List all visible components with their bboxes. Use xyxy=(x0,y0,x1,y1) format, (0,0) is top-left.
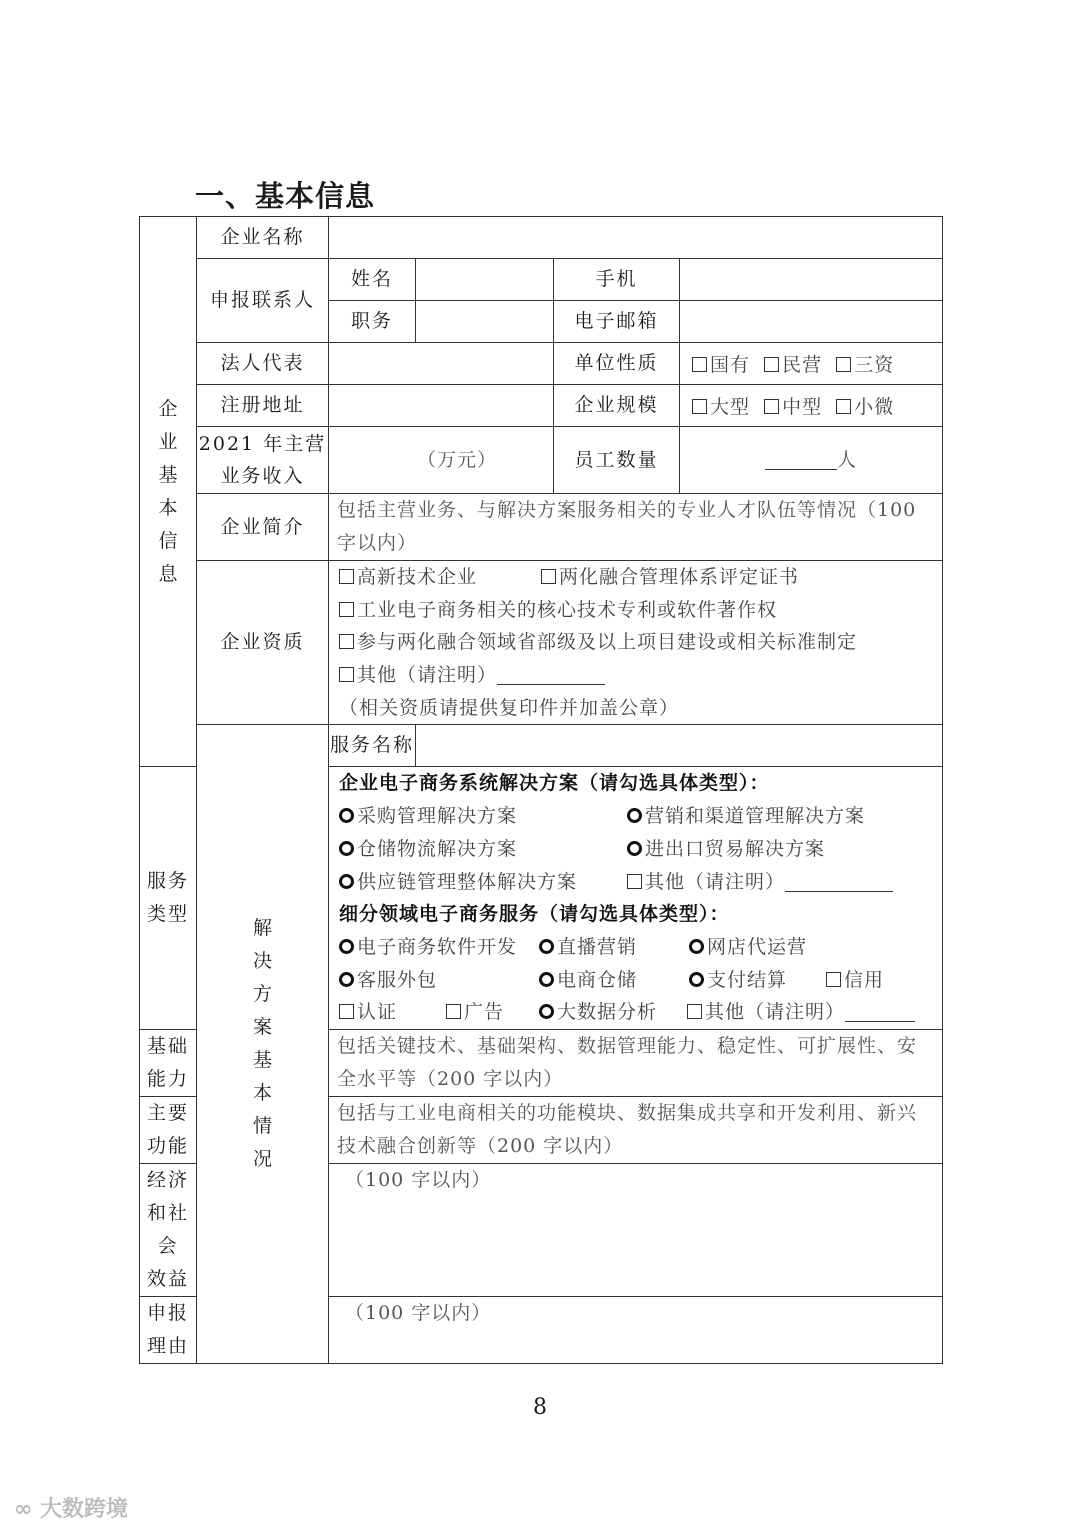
checkbox-option[interactable]: 其他（请注明） xyxy=(627,866,893,899)
label-main-functions: 主要功能 xyxy=(140,1096,197,1163)
row-intro xyxy=(140,494,943,561)
label-reg-address: 注册地址 xyxy=(197,385,329,427)
radio-option[interactable]: 网店代运营 xyxy=(689,931,807,964)
checkbox-option[interactable]: 其他（请注明） xyxy=(339,664,497,686)
label-mobile: 手机 xyxy=(554,259,680,301)
basic-capability-field[interactable]: 包括关键技术、基础架构、数据管理能力、稳定性、可扩展性、安全水平等（200 字以内） xyxy=(329,1029,943,1096)
unit-nature-options xyxy=(680,343,943,385)
company-name-field[interactable] xyxy=(329,217,943,259)
checkbox-option[interactable]: 民营 xyxy=(764,354,822,376)
checkbox-option[interactable]: 认证 xyxy=(339,1001,397,1023)
checkbox-option[interactable]: 高新技术企业 xyxy=(339,566,477,588)
name-field[interactable] xyxy=(416,259,554,301)
checkbox-option[interactable]: 大型 xyxy=(692,396,750,418)
radio-option[interactable]: 直播营销 xyxy=(539,931,637,964)
checkbox-option[interactable]: 三资 xyxy=(836,354,894,376)
revenue-field[interactable] xyxy=(329,427,554,494)
application-form-table xyxy=(139,216,943,1364)
service-type-options xyxy=(329,767,943,1030)
revenue-unit: （万元） xyxy=(416,448,497,471)
company-scale-options xyxy=(680,385,943,427)
label-revenue: 2021 年主营 业务收入 xyxy=(197,427,329,494)
radio-option[interactable]: 电子商务软件开发 xyxy=(339,936,517,958)
checkbox-option[interactable]: 中型 xyxy=(764,396,822,418)
radio-option[interactable]: 大数据分析 xyxy=(539,996,657,1029)
service-name-field[interactable] xyxy=(416,725,943,767)
reason-field[interactable]: （100 字以内） xyxy=(329,1296,943,1363)
section-basic-info xyxy=(140,217,197,767)
section-solution-label: 解决方案基本情况 xyxy=(252,917,272,1171)
watermark: ∞ 大数跨境 xyxy=(14,1497,129,1522)
qualification-note: （相关资质请提供复印件并加盖公章） xyxy=(339,696,680,719)
radio-option[interactable]: 支付结算 xyxy=(689,964,787,997)
row-reg-address xyxy=(140,385,943,427)
label-service-type: 服务类型 xyxy=(140,767,197,1030)
label-company-scale: 企业规模 xyxy=(554,385,680,427)
email-field[interactable] xyxy=(680,301,943,343)
label-company-name: 企业名称 xyxy=(197,217,329,259)
intro-field[interactable]: 包括主营业务、与解决方案服务相关的专业人才队伍等情况（100字以内） xyxy=(329,494,943,561)
label-qualification: 企业资质 xyxy=(197,561,329,725)
radio-option[interactable]: 供应链管理整体解决方案 xyxy=(339,871,577,893)
row-company-name xyxy=(140,217,943,259)
label-position: 职务 xyxy=(329,301,416,343)
label-name: 姓名 xyxy=(329,259,416,301)
row-service-name xyxy=(140,725,943,767)
row-contact-1 xyxy=(140,259,943,301)
main-functions-field[interactable]: 包括与工业电商相关的功能模块、数据集成共享和开发利用、新兴技术融合创新等（200 字以内） xyxy=(329,1096,943,1163)
checkbox-option[interactable]: 国有 xyxy=(692,354,750,376)
reg-address-field[interactable] xyxy=(329,385,554,427)
checkbox-option[interactable]: 其他（请注明） xyxy=(687,996,915,1029)
checkbox-option[interactable]: 工业电子商务相关的核心技术专利或软件著作权 xyxy=(339,599,777,621)
label-benefit: 经济和社会 效益 xyxy=(140,1163,197,1296)
row-revenue xyxy=(140,427,943,494)
mobile-field[interactable] xyxy=(680,259,943,301)
service-type-header-1: 企业电子商务系统解决方案（请勾选具体类型）： xyxy=(339,772,770,795)
qualification-options xyxy=(329,561,943,725)
label-email: 电子邮箱 xyxy=(554,301,680,343)
page-number: 8 xyxy=(533,1395,547,1420)
label-employees: 员工数量 xyxy=(554,427,680,494)
checkbox-option[interactable]: 小微 xyxy=(836,396,894,418)
radio-option[interactable]: 仓储物流解决方案 xyxy=(339,838,517,860)
page-heading: 一、基本信息 xyxy=(195,179,376,213)
radio-option[interactable]: 进出口贸易解决方案 xyxy=(627,833,825,866)
label-service-name: 服务名称 xyxy=(329,725,416,767)
label-legal-rep: 法人代表 xyxy=(197,343,329,385)
radio-option[interactable]: 客服外包 xyxy=(339,969,437,991)
section-basic-label: 企业基本信息 xyxy=(158,397,178,585)
row-qualification xyxy=(140,561,943,725)
radio-option[interactable]: 电商仓储 xyxy=(539,964,637,997)
service-type-header-2: 细分领域电子商务服务（请勾选具体类型）： xyxy=(339,903,730,926)
label-reason: 申报理由 xyxy=(140,1296,197,1363)
checkbox-option[interactable]: 参与两化融合领域省部级及以上项目建设或相关标准制定 xyxy=(339,631,857,653)
legal-rep-field[interactable] xyxy=(329,343,554,385)
employees-field[interactable] xyxy=(680,427,943,494)
radio-option[interactable]: 采购管理解决方案 xyxy=(339,805,517,827)
checkbox-option[interactable]: 广告 xyxy=(446,996,504,1029)
watermark-logo-icon: ∞ xyxy=(14,1497,33,1522)
label-intro: 企业简介 xyxy=(197,494,329,561)
row-legal-rep xyxy=(140,343,943,385)
checkbox-option[interactable]: 信用 xyxy=(826,964,884,997)
label-unit-nature: 单位性质 xyxy=(554,343,680,385)
label-contact: 申报联系人 xyxy=(197,259,329,343)
employee-unit: 人 xyxy=(836,448,857,471)
label-basic-capability: 基础能力 xyxy=(140,1029,197,1096)
section-solution-info xyxy=(197,725,329,1364)
position-field[interactable] xyxy=(416,301,554,343)
radio-option[interactable]: 营销和渠道管理解决方案 xyxy=(627,800,865,833)
benefit-field[interactable]: （100 字以内） xyxy=(329,1163,943,1296)
checkbox-option[interactable]: 两化融合管理体系评定证书 xyxy=(541,561,799,594)
